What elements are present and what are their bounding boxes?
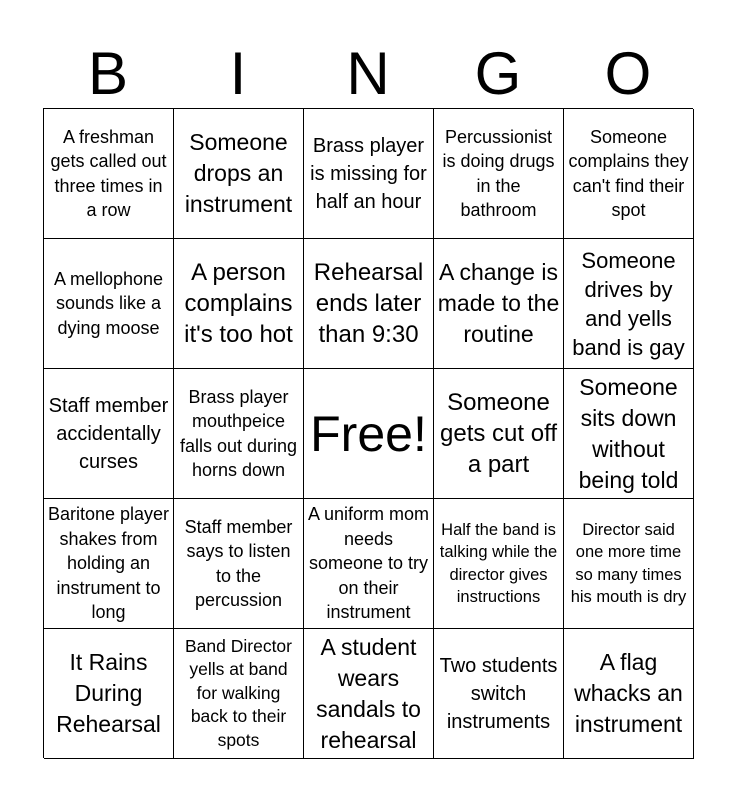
bingo-cell[interactable] xyxy=(564,629,694,759)
bingo-cell-text: A mellophone sounds like a dying moose xyxy=(53,268,164,338)
bingo-cell[interactable] xyxy=(44,369,174,499)
bingo-cell[interactable] xyxy=(434,239,564,369)
bingo-cell-text: A person complains it's too hot xyxy=(184,259,293,348)
bingo-cell[interactable] xyxy=(434,109,564,239)
bingo-cell-text: A flag whacks an instrument xyxy=(574,649,683,737)
bingo-cell[interactable] xyxy=(564,499,694,629)
bingo-cell-text: It Rains During Rehearsal xyxy=(56,649,161,737)
bingo-cell[interactable] xyxy=(174,239,304,369)
bingo-cell-text: Someone gets cut off a part xyxy=(440,389,557,478)
bingo-cell-text: A student wears sandals to rehearsal xyxy=(316,633,421,753)
header-letter-b: B xyxy=(87,40,129,107)
bingo-cell-text: A uniform mom needs someone to try on their instrument xyxy=(307,504,430,623)
bingo-cell[interactable] xyxy=(174,369,304,499)
bingo-cell[interactable] xyxy=(304,239,434,369)
bingo-cell[interactable] xyxy=(174,499,304,629)
bingo-cell[interactable] xyxy=(174,109,304,239)
bingo-cell-text: Staff member accidentally curses xyxy=(48,394,169,473)
bingo-cell-text: Someone complains they can't find their spot xyxy=(568,126,689,220)
bingo-cell-text: Rehearsal ends later than 9:30 xyxy=(313,259,424,348)
bingo-cell-text: Someone sits down without being told xyxy=(578,373,679,493)
bingo-cell[interactable] xyxy=(434,369,564,499)
bingo-card-grid xyxy=(43,108,693,758)
bingo-cell-text: Staff member says to listen to the percussion xyxy=(184,516,293,610)
bingo-cell[interactable] xyxy=(44,499,174,629)
bingo-cell[interactable] xyxy=(564,369,694,499)
bingo-header xyxy=(43,40,693,108)
free-space[interactable] xyxy=(304,369,434,499)
bingo-cell[interactable] xyxy=(304,629,434,759)
bingo-cell-text: Half the band is talking while the director gives instructions xyxy=(439,520,558,606)
bingo-cell[interactable] xyxy=(44,109,174,239)
bingo-cell-text: Band Director yells at band for walking back to their spots xyxy=(185,635,292,750)
bingo-cell-text: A change is made to the routine xyxy=(437,259,560,347)
bingo-cell-text: Someone drops an instrument xyxy=(184,129,293,217)
header-letter-g: G xyxy=(474,40,522,107)
bingo-cell[interactable] xyxy=(44,239,174,369)
bingo-cell-text: Two students switch instruments xyxy=(439,654,558,733)
bingo-cell-text: Someone drives by and yells band is gay xyxy=(572,247,685,360)
header-letter-n: N xyxy=(346,40,390,107)
bingo-cell-text: A freshman gets called out three times in a row xyxy=(50,126,167,220)
bingo-cell-text: Percussionist is doing drugs in the bathroom xyxy=(442,126,555,220)
bingo-cell[interactable] xyxy=(434,499,564,629)
bingo-cell[interactable] xyxy=(434,629,564,759)
bingo-cell-text: Brass player mouthpeice falls out during horns down xyxy=(179,386,298,480)
bingo-cell[interactable] xyxy=(564,109,694,239)
bingo-cell[interactable] xyxy=(564,239,694,369)
header-letter-o: O xyxy=(604,40,652,107)
bingo-cell[interactable] xyxy=(44,629,174,759)
free-space-text: Free! xyxy=(310,405,427,462)
bingo-cell[interactable] xyxy=(304,499,434,629)
header-letter-i: I xyxy=(229,40,247,107)
bingo-cell-text: Brass player is missing for half an hour xyxy=(310,134,427,213)
bingo-cell[interactable] xyxy=(304,109,434,239)
bingo-cell[interactable] xyxy=(174,629,304,759)
bingo-cell-text: Baritone player shakes from holding an instrument to long xyxy=(47,504,170,623)
bingo-cell-text: Director said one more time so many times his mouth is dry xyxy=(570,520,687,606)
